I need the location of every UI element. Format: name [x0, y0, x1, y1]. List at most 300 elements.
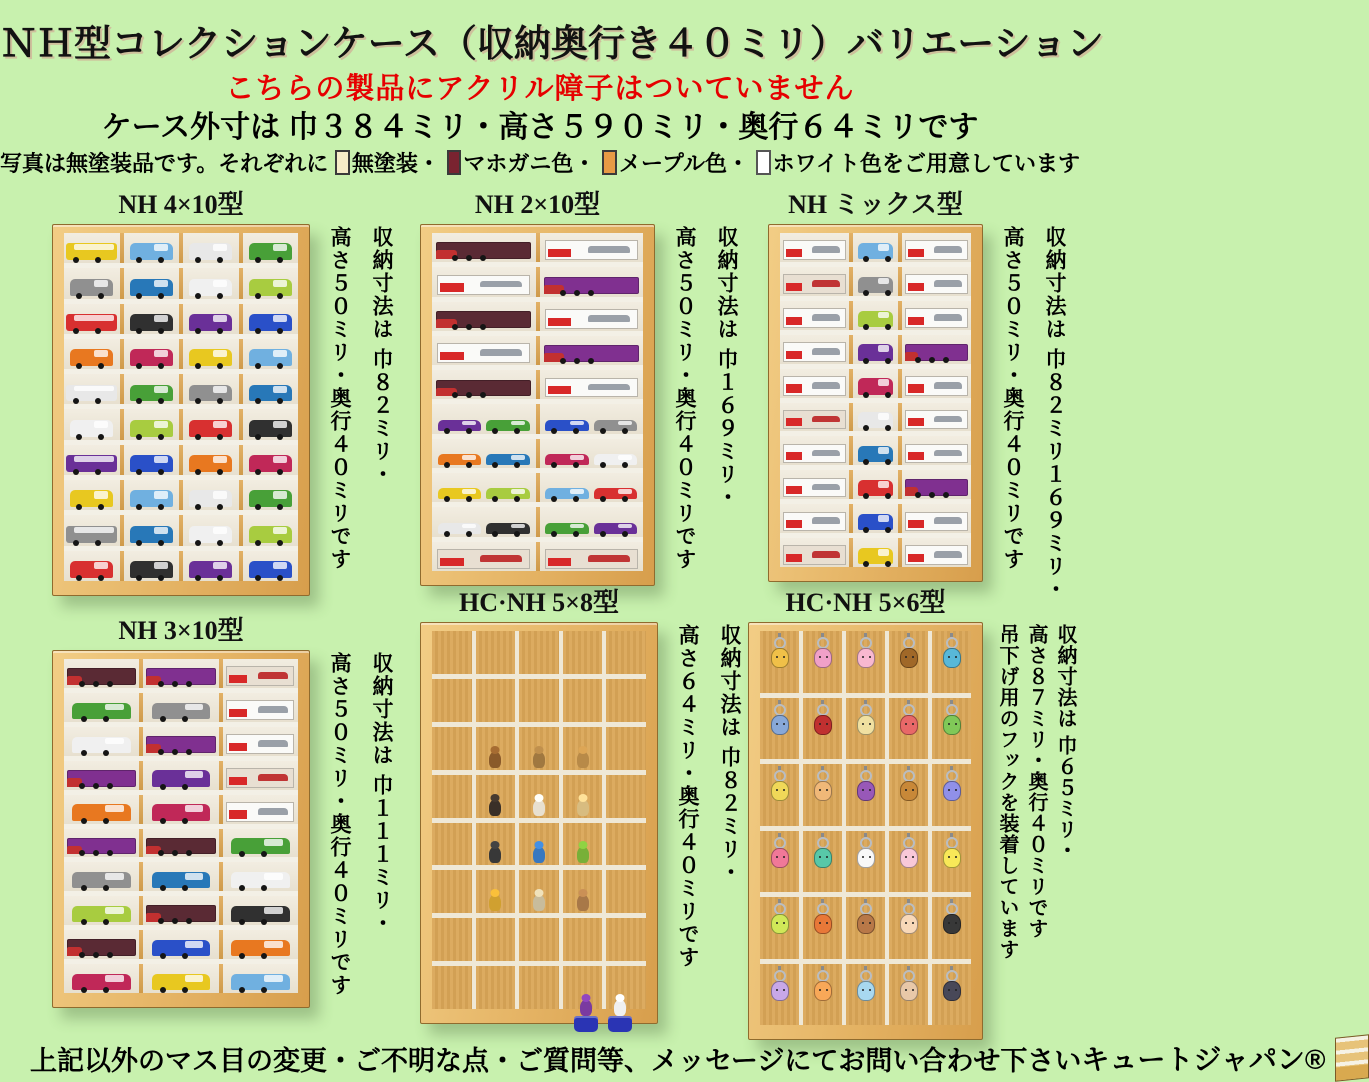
keychain [900, 633, 918, 668]
storage-spec-vertical-text [319, 226, 403, 571]
keyring-icon [860, 837, 872, 849]
keychain [900, 766, 918, 801]
toy-car [130, 349, 173, 366]
product-body [768, 224, 1076, 601]
case-row [760, 897, 971, 959]
toy-car [858, 412, 893, 428]
case-cell [902, 233, 971, 262]
mini-figure [577, 800, 589, 816]
toy-car [189, 455, 232, 472]
tomica-box [905, 545, 967, 565]
toy-car [858, 243, 893, 259]
tomica-box [437, 275, 530, 295]
case-cell [853, 403, 898, 432]
case-cell [64, 862, 139, 891]
case-cell [64, 761, 139, 790]
toy-car [130, 243, 173, 260]
case-cell [223, 930, 298, 959]
case-row [432, 679, 646, 722]
toy-car [70, 349, 113, 366]
tomica-box [226, 768, 294, 788]
case-cell [803, 831, 842, 893]
case-cell [540, 439, 644, 468]
case-cell [64, 409, 120, 439]
keychain [900, 899, 918, 934]
storage-spec-vertical-text [992, 624, 1079, 960]
bottle-cap [608, 1016, 632, 1032]
case-cell [760, 897, 799, 959]
case-cell [902, 369, 971, 398]
case-cell [223, 727, 298, 756]
keyring-icon [774, 970, 786, 982]
product-body [420, 622, 751, 1024]
toy-car [858, 480, 893, 496]
case-cell [932, 631, 971, 693]
case-cell [803, 698, 842, 760]
spec-line: 収納寸法は 巾１６９ミリ・ [715, 226, 739, 510]
tomica-box [783, 274, 845, 294]
wooden-case [748, 622, 983, 1040]
case-cell [183, 374, 239, 404]
case-cell [902, 335, 971, 364]
keychain [771, 899, 789, 934]
toy-car [66, 455, 117, 472]
toy-car [858, 277, 893, 293]
hook-pin-icon [864, 833, 867, 837]
case-cell [432, 631, 472, 674]
case-cell [183, 551, 239, 581]
toy-car [858, 344, 893, 360]
mini-figure [533, 752, 545, 768]
case-cell [760, 764, 799, 826]
keychain [943, 966, 961, 1001]
case-cell [932, 698, 971, 760]
toy-car [189, 526, 232, 543]
toy-car-pair [542, 523, 641, 537]
product-section-6 [748, 588, 1079, 1040]
case-row [432, 336, 643, 365]
case-row [760, 831, 971, 893]
case-row [432, 631, 646, 674]
toy-car [66, 243, 117, 260]
tomica-box [226, 734, 294, 754]
toy-car [189, 243, 232, 260]
finish-option-label: マホガニ色 [463, 151, 574, 176]
finish-swatch-4 [756, 150, 771, 175]
wooden-case [420, 224, 655, 586]
toy-car [545, 454, 589, 465]
case-cell [124, 551, 180, 581]
case-cell [519, 870, 559, 913]
toy-car [249, 279, 292, 296]
case-cell [432, 918, 472, 961]
hook-pin-icon [821, 700, 824, 704]
keyring-icon [817, 837, 829, 849]
keyring-icon [903, 970, 915, 982]
case-cell [183, 515, 239, 545]
case-cell [846, 964, 885, 1026]
toy-truck [544, 277, 639, 294]
case-cell [64, 896, 139, 925]
case-cell [64, 515, 120, 545]
case-row [64, 409, 298, 439]
contact-message: 上記以外のマス目の変更・ご不明な点・ご質問等、メッセージにてお問い合わせ下さい [30, 1045, 1082, 1076]
case-row [432, 918, 646, 961]
mini-figure [580, 1000, 592, 1016]
case-cell [606, 679, 646, 722]
storage-spec-vertical-text [664, 226, 748, 571]
outer-dimensions-line: ケース外寸は 巾３８４ミリ・高さ５９０ミリ・奥行６４ミリです [101, 111, 979, 144]
case-cell [124, 268, 180, 298]
tomica-box [545, 549, 638, 569]
storage-spec-vertical-text [667, 624, 751, 969]
toy-car-pair [434, 488, 533, 502]
toy-car [486, 523, 530, 534]
toy-car [249, 561, 292, 578]
brand-name: キュートジャパン® [1081, 1044, 1326, 1075]
toy-car [231, 940, 290, 956]
finish-suffix: をご用意しています [881, 151, 1080, 176]
finish-swatch-1 [335, 150, 350, 175]
case-cell [124, 304, 180, 334]
case-cell [243, 515, 299, 545]
case-cell [183, 445, 239, 475]
product-section-2 [420, 190, 748, 586]
case-cell [853, 504, 898, 533]
case-cell [64, 930, 139, 959]
case-cell [606, 775, 646, 818]
tomica-box [545, 240, 638, 260]
keyring-icon [946, 970, 958, 982]
toy-car [249, 490, 292, 507]
charm-figure [771, 715, 789, 735]
product-name-label: NH 3×10型 [118, 616, 244, 645]
case-cell [853, 436, 898, 465]
case-row [64, 829, 298, 858]
toy-car [249, 243, 292, 260]
product-name-label: NH 4×10型 [118, 190, 244, 219]
case-cell [540, 404, 644, 433]
case-cell [432, 404, 536, 433]
keychain [900, 833, 918, 868]
tomica-box [783, 342, 845, 362]
tomica-box [783, 308, 845, 328]
case-cell [223, 862, 298, 891]
keychain [814, 833, 832, 868]
toy-car [249, 314, 292, 331]
tomica-box [437, 343, 530, 363]
case-cell [432, 727, 472, 770]
case-row [64, 304, 298, 334]
case-cell [540, 267, 644, 296]
toy-car [130, 314, 173, 331]
keychain [900, 700, 918, 735]
case-cell [64, 964, 139, 993]
case-cell [563, 918, 603, 961]
mini-figure [489, 895, 501, 911]
charm-figure [814, 648, 832, 668]
toy-car [189, 561, 232, 578]
case-cell [223, 795, 298, 824]
case-row [780, 301, 971, 330]
charm-figure [771, 848, 789, 868]
case-cell [143, 964, 218, 993]
tomica-box [905, 444, 967, 464]
case-cell [432, 439, 536, 468]
display-case-photo [52, 650, 310, 1008]
toy-car [231, 838, 290, 854]
case-cell [223, 896, 298, 925]
display-case-photo [52, 224, 310, 596]
spec-line: 収納寸法は 巾６５ミリ・ [1054, 624, 1076, 861]
spec-line: 高さ５０ミリ・奥行４０ミリです [1001, 226, 1025, 571]
case-row [760, 764, 971, 826]
tomica-box [783, 376, 845, 396]
case-cell [889, 631, 928, 693]
toy-car [70, 279, 113, 296]
case-row [760, 631, 971, 693]
keychain [771, 966, 789, 1001]
toy-car [70, 561, 113, 578]
toy-car [486, 488, 530, 499]
case-cell [540, 233, 644, 262]
case-row [780, 267, 971, 296]
toy-truck [146, 668, 215, 685]
case-cell [64, 304, 120, 334]
mini-figure [533, 800, 545, 816]
case-cell [780, 369, 849, 398]
charm-figure [814, 781, 832, 801]
keychain [771, 633, 789, 668]
case-row [64, 659, 298, 688]
case-cell [932, 764, 971, 826]
toy-car [72, 804, 131, 820]
case-cell [64, 693, 139, 722]
case-cell [803, 764, 842, 826]
toy-car-pair [434, 523, 533, 537]
hook-pin-icon [864, 966, 867, 970]
case-cell [64, 659, 139, 688]
case-row [780, 369, 971, 398]
keyring-icon [774, 704, 786, 716]
case-cell [606, 727, 646, 770]
case-cell [143, 896, 218, 925]
hook-pin-icon [778, 700, 781, 704]
case-row [432, 507, 643, 536]
case-cell [540, 507, 644, 536]
charm-figure [771, 914, 789, 934]
toy-car [231, 906, 290, 922]
tomica-box [437, 549, 530, 569]
case-cell [853, 369, 898, 398]
toy-truck [67, 770, 136, 787]
toy-car [231, 974, 290, 990]
toy-car [231, 872, 290, 888]
mini-figure [577, 847, 589, 863]
toy-car-pair [542, 454, 641, 468]
toy-truck [146, 736, 215, 753]
keychain [814, 899, 832, 934]
finish-separator: ・ [417, 151, 440, 176]
case-cell [143, 862, 218, 891]
case-cell [519, 679, 559, 722]
mini-figure [533, 895, 545, 911]
case-cell [780, 267, 849, 296]
toy-car [130, 561, 173, 578]
finish-options-line [0, 147, 1080, 178]
mini-figure [614, 1000, 626, 1016]
case-cell [846, 897, 885, 959]
toy-car [594, 454, 638, 465]
keyring-icon [774, 837, 786, 849]
toy-car [486, 420, 530, 431]
case-cell [889, 964, 928, 1026]
case-cell [519, 966, 559, 1009]
toy-car [152, 804, 211, 820]
mini-figure [577, 895, 589, 911]
case-row [780, 403, 971, 432]
keyring-icon [946, 837, 958, 849]
toy-car [858, 378, 893, 394]
case-cell [606, 918, 646, 961]
case-row [64, 445, 298, 475]
case-row [432, 473, 643, 502]
charm-figure [900, 848, 918, 868]
case-row [780, 436, 971, 465]
case-row [64, 551, 298, 581]
case-cell [432, 507, 536, 536]
case-cell [223, 659, 298, 688]
footer [30, 1036, 1326, 1080]
charm-figure [814, 715, 832, 735]
toy-car [438, 420, 482, 431]
case-cell [519, 775, 559, 818]
toy-car [189, 490, 232, 507]
finish-separator: ・ [573, 151, 596, 176]
charm-figure [857, 648, 875, 668]
case-cell [932, 831, 971, 893]
product-section-3 [768, 190, 1076, 601]
charm-figure [857, 715, 875, 735]
no-acrylic-warning: こちらの製品にアクリル障子はついていません [225, 73, 855, 105]
case-cell [432, 966, 472, 1009]
toy-car [545, 523, 589, 534]
keyring-icon [817, 970, 829, 982]
keychain [857, 966, 875, 1001]
mini-figure [489, 847, 501, 863]
hook-pin-icon [907, 700, 910, 704]
toy-truck [146, 838, 215, 855]
spec-line: 高さ５０ミリ・奥行４０ミリです [328, 652, 352, 997]
case-cell [540, 473, 644, 502]
case-cell [143, 693, 218, 722]
case-cell [563, 679, 603, 722]
bottle-cap-figure [574, 1000, 598, 1032]
case-cell [476, 727, 516, 770]
toy-car [130, 455, 173, 472]
case-cell [64, 445, 120, 475]
storage-spec-vertical-text [992, 226, 1076, 601]
case-row [432, 775, 646, 818]
case-cell [64, 829, 139, 858]
product-name-label: HC·NH 5×8型 [459, 588, 619, 617]
case-cell [902, 436, 971, 465]
case-cell [902, 301, 971, 330]
charm-figure [943, 848, 961, 868]
keychain [771, 766, 789, 801]
display-case-photo [420, 224, 655, 586]
case-cell [519, 727, 559, 770]
case-row [64, 515, 298, 545]
toy-car [152, 940, 211, 956]
keychain [857, 633, 875, 668]
toy-car [66, 385, 117, 402]
display-case-photo [748, 622, 983, 1040]
case-row [780, 504, 971, 533]
case-cell [889, 897, 928, 959]
toy-car [858, 446, 893, 462]
charm-figure [814, 981, 832, 1001]
case-cell [124, 233, 180, 263]
hook-pin-icon [778, 833, 781, 837]
toy-car [438, 454, 482, 465]
hook-pin-icon [950, 966, 953, 970]
toy-car [189, 385, 232, 402]
case-cell [563, 823, 603, 866]
tomica-box [905, 410, 967, 430]
toy-truck [436, 311, 531, 328]
hook-pin-icon [821, 966, 824, 970]
case-cell [902, 504, 971, 533]
spec-line: 高さ６４ミリ・奥行４０ミリです [676, 624, 700, 969]
case-cell [760, 964, 799, 1026]
mini-figure [577, 752, 589, 768]
case-row [432, 439, 643, 468]
spec-line: 高さ８７ミリ・奥行４０ミリです [1025, 624, 1047, 939]
hook-pin-icon [778, 966, 781, 970]
case-row [432, 870, 646, 913]
case-cell [932, 897, 971, 959]
charm-figure [857, 914, 875, 934]
toy-car [438, 523, 482, 534]
toy-car [130, 385, 173, 402]
charm-figure [900, 715, 918, 735]
case-cell [432, 473, 536, 502]
case-cell [143, 761, 218, 790]
charm-figure [857, 981, 875, 1001]
toy-car [130, 526, 173, 543]
case-cell [243, 268, 299, 298]
case-row [432, 302, 643, 331]
charm-figure [900, 781, 918, 801]
finish-swatch-3 [602, 150, 617, 175]
toy-car-pair [542, 488, 641, 502]
case-cell [606, 631, 646, 674]
toy-car [249, 455, 292, 472]
case-cell [243, 374, 299, 404]
toy-car [189, 349, 232, 366]
case-cell [853, 470, 898, 499]
case-cell [223, 761, 298, 790]
keychain [943, 833, 961, 868]
charm-figure [771, 648, 789, 668]
hook-pin-icon [907, 966, 910, 970]
spec-line: 収納寸法は 巾８２ミリ１６９ミリ・ [1043, 226, 1067, 602]
tomica-box [905, 376, 967, 396]
case-cell [846, 698, 885, 760]
keychain [857, 700, 875, 735]
case-cell [853, 301, 898, 330]
